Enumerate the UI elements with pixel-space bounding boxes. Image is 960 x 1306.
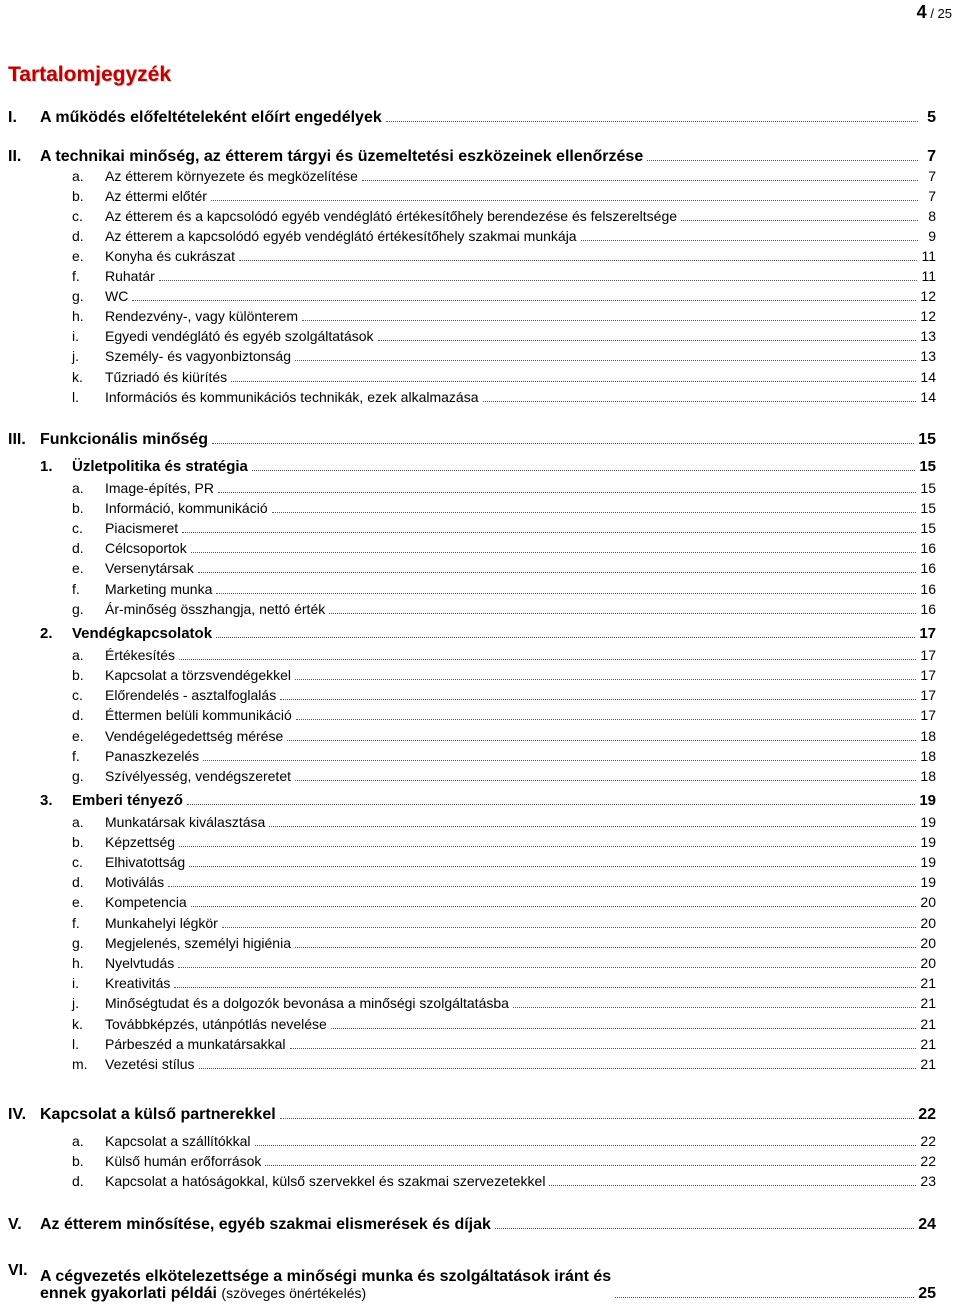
toc-entry[interactable] xyxy=(0,811,936,831)
toc-entry[interactable] xyxy=(0,205,936,225)
toc-entry-page: 20 xyxy=(920,955,936,971)
dot-leader xyxy=(168,886,916,887)
toc-entry-number: b. xyxy=(72,500,84,516)
toc-entry-number: e. xyxy=(72,894,84,910)
toc-entry-page: 17 xyxy=(920,667,936,683)
toc-entry-title: Kapcsolat a hatóságokkal, külső szervekkel és szakmai szervezetekkel xyxy=(105,1173,546,1189)
toc-entry-page: 22 xyxy=(920,1133,936,1149)
toc-entry-number: d. xyxy=(72,1173,84,1189)
dot-leader xyxy=(231,381,916,382)
toc-entry-number: i. xyxy=(72,328,79,344)
toc-title: Tartalomjegyzék xyxy=(8,63,172,86)
toc-entry-page: 16 xyxy=(920,601,936,617)
toc-entry-number: f. xyxy=(72,748,80,764)
dot-leader xyxy=(216,637,915,638)
toc-entry-title: Előrendelés - asztalfoglalás xyxy=(105,687,277,703)
toc-entry[interactable] xyxy=(0,912,936,932)
dot-leader xyxy=(386,121,918,122)
toc-entry[interactable] xyxy=(0,557,936,577)
toc-entry[interactable] xyxy=(0,145,936,165)
toc-entry-page: 15 xyxy=(920,480,936,496)
toc-entry[interactable] xyxy=(0,684,936,704)
current-page: 4 xyxy=(916,2,927,22)
toc-entry[interactable] xyxy=(0,1130,936,1150)
toc-entry-number: h. xyxy=(72,308,84,324)
toc-entry-page: 11 xyxy=(921,248,936,264)
dot-leader xyxy=(681,220,918,221)
toc-entry-title: Párbeszéd a munkatársakkal xyxy=(105,1036,286,1052)
toc-entry-title: Képzettség xyxy=(105,834,176,850)
toc-entry[interactable] xyxy=(0,106,936,126)
toc-entry-number: k. xyxy=(72,369,83,385)
toc-entry-number: c. xyxy=(72,208,83,224)
toc-entry-title: Ruhatár xyxy=(105,268,155,284)
dot-leader xyxy=(615,1297,914,1298)
dot-leader xyxy=(179,659,916,660)
toc-entry-title: Az éttermi előtér xyxy=(105,188,207,204)
toc-entry-page: 9 xyxy=(928,228,936,244)
toc-entry-page: 7 xyxy=(928,168,936,184)
toc-entry-title: Vezetési stílus xyxy=(105,1056,195,1072)
toc-entry-number: a. xyxy=(72,1133,84,1149)
toc-entry[interactable] xyxy=(0,1013,936,1033)
toc-entry-number: h. xyxy=(72,955,84,971)
dot-leader xyxy=(216,593,916,594)
dot-leader xyxy=(191,906,917,907)
toc-entry[interactable] xyxy=(0,345,936,365)
toc-entry-page: 23 xyxy=(920,1173,936,1189)
toc-entry-page: 13 xyxy=(920,328,936,344)
dot-leader xyxy=(581,240,918,241)
toc-entry-page: 19 xyxy=(920,854,936,870)
toc-entry-page: 16 xyxy=(920,560,936,576)
toc-entry[interactable] xyxy=(0,598,936,618)
dot-leader xyxy=(513,1007,916,1008)
dot-leader xyxy=(290,1048,917,1049)
dot-leader xyxy=(265,1165,916,1166)
toc-entry-number: 1. xyxy=(40,458,53,475)
dot-leader xyxy=(198,572,917,573)
dot-leader xyxy=(495,1228,914,1229)
toc-entry-number: b. xyxy=(72,1153,84,1169)
dot-leader xyxy=(295,679,916,680)
toc-entry-title: Nyelvtudás xyxy=(105,955,175,971)
dot-leader xyxy=(272,512,917,513)
toc-entry[interactable] xyxy=(0,1033,936,1053)
toc-entry-number: 3. xyxy=(40,792,53,809)
toc-entry-title: Célcsoportok xyxy=(105,540,187,556)
toc-entry[interactable] xyxy=(0,871,936,891)
toc-entry[interactable] xyxy=(0,517,936,537)
dot-leader xyxy=(191,552,917,553)
dot-leader xyxy=(287,740,916,741)
toc-entry[interactable] xyxy=(0,428,936,448)
toc-entry[interactable] xyxy=(0,1053,936,1073)
toc-entry-page: 16 xyxy=(920,581,936,597)
toc-entry-title: Üzletpolitika és stratégia xyxy=(72,458,248,475)
toc-entry-number: l. xyxy=(72,1036,79,1052)
dot-leader xyxy=(483,401,917,402)
dot-leader xyxy=(203,760,916,761)
dot-leader xyxy=(211,200,918,201)
toc-entry-number: II. xyxy=(8,148,22,165)
toc-entry-number: e. xyxy=(72,248,84,264)
toc-entry-page: 7 xyxy=(927,148,936,165)
toc-entry-title xyxy=(40,1268,611,1302)
toc-entry-page: 5 xyxy=(927,109,936,126)
dot-leader xyxy=(296,719,917,720)
toc-entry-title: Továbbképzés, utánpótlás nevelése xyxy=(105,1016,327,1032)
toc-entry[interactable] xyxy=(0,644,936,664)
toc-entry[interactable] xyxy=(0,992,936,1012)
toc-entry-page: 14 xyxy=(920,389,936,405)
toc-entry-page: 20 xyxy=(920,935,936,951)
toc-entry-number: f. xyxy=(72,581,80,597)
toc-entry-number: 2. xyxy=(40,625,53,642)
toc-entry[interactable] xyxy=(0,704,936,724)
dot-leader xyxy=(302,320,916,321)
toc-entry-page: 18 xyxy=(920,768,936,784)
dot-leader xyxy=(269,826,916,827)
dot-leader xyxy=(255,1145,917,1146)
toc-entry-title: WC xyxy=(105,288,129,304)
toc-entry[interactable] xyxy=(0,622,936,642)
toc-entry-page: 22 xyxy=(918,1106,936,1123)
toc-entry-page: 15 xyxy=(919,458,936,475)
toc-entry-title: Az étterem környezete és megközelítése xyxy=(105,168,358,184)
toc-entry-page: 7 xyxy=(928,188,936,204)
toc-entry-page: 17 xyxy=(919,625,936,642)
toc-entry[interactable] xyxy=(0,455,936,475)
toc-entry-page: 19 xyxy=(919,792,936,809)
toc-entry-number: c. xyxy=(72,854,83,870)
toc-entry[interactable] xyxy=(0,185,936,205)
toc-entry[interactable] xyxy=(0,932,936,952)
toc-entry-number: b. xyxy=(72,834,84,850)
page-number xyxy=(917,2,952,23)
toc-entry-number: a. xyxy=(72,647,84,663)
dot-leader xyxy=(280,699,916,700)
toc-entry-number: d. xyxy=(72,228,84,244)
toc-entry-page: 11 xyxy=(921,268,936,284)
dot-leader xyxy=(174,987,916,988)
toc-entry-page: 21 xyxy=(920,1036,936,1052)
toc-entry-page: 14 xyxy=(920,369,936,385)
toc-entry[interactable] xyxy=(0,497,936,517)
toc-entry-page: 25 xyxy=(918,1285,936,1302)
toc-entry-page: 21 xyxy=(920,1056,936,1072)
dot-leader xyxy=(647,160,918,161)
toc-entry[interactable] xyxy=(0,366,936,386)
toc-entry-page: 22 xyxy=(920,1153,936,1169)
toc-entry[interactable] xyxy=(0,305,936,325)
toc-entry-number: IV. xyxy=(8,1106,27,1123)
toc-entry-page: 20 xyxy=(920,915,936,931)
toc-entry-title: Szívélyesség, vendégszeretet xyxy=(105,768,291,784)
toc-entry-title: Motiválás xyxy=(105,874,165,890)
toc-entry-number: g. xyxy=(72,935,84,951)
dot-leader xyxy=(362,180,918,181)
toc-entry-title: Marketing munka xyxy=(105,581,213,597)
toc-entry-page: 19 xyxy=(920,834,936,850)
dot-leader xyxy=(178,967,916,968)
toc-entry-page: 19 xyxy=(920,874,936,890)
toc-entry-title: Munkatársak kiválasztása xyxy=(105,814,266,830)
toc-entry-page: 17 xyxy=(920,687,936,703)
toc-entry-number: a. xyxy=(72,168,84,184)
toc-entry-title: Információ, kommunikáció xyxy=(105,500,268,516)
toc-entry-title: Kreativitás xyxy=(105,975,171,991)
toc-entry-number: a. xyxy=(72,480,84,496)
toc-entry-title: Piacismeret xyxy=(105,520,179,536)
toc-entry-page: 15 xyxy=(918,431,936,448)
toc-entry-page: 17 xyxy=(920,647,936,663)
toc-entry-number: e. xyxy=(72,560,84,576)
toc-entry-page: 19 xyxy=(920,814,936,830)
toc-entry-title: Ár-minőség összhangja, nettó érték xyxy=(105,601,326,617)
toc-entry-number: c. xyxy=(72,687,83,703)
toc-entry[interactable] xyxy=(0,972,936,992)
toc-entry-number: b. xyxy=(72,188,84,204)
toc-entry-title: Az étterem a kapcsolódó egyéb vendéglátó értékesítőhely szakmai munkája xyxy=(105,228,577,244)
toc-entry-title: Elhivatottság xyxy=(105,854,186,870)
toc-entry[interactable] xyxy=(0,245,936,265)
toc-entry[interactable] xyxy=(0,477,936,497)
toc-entry-page: 20 xyxy=(920,894,936,910)
dot-leader xyxy=(252,470,915,471)
toc-entry-title: Emberi tényező xyxy=(72,792,183,809)
toc-entry-number: g. xyxy=(72,601,84,617)
toc-entry-number: VI. xyxy=(8,1262,28,1279)
toc-entry-title: Az étterem és a kapcsolódó egyéb vendéglátó értékesítőhely berendezése és felszereltsége xyxy=(105,208,678,224)
toc-entry[interactable] xyxy=(0,664,936,684)
dot-leader xyxy=(280,1118,915,1119)
toc-entry[interactable] xyxy=(0,265,936,285)
toc-entry-number: a. xyxy=(72,814,84,830)
dot-leader xyxy=(295,360,916,361)
toc-entry-title: Éttermen belüli kommunikáció xyxy=(105,707,292,723)
toc-entry-title: Vendégkapcsolatok xyxy=(72,625,213,642)
toc-entry[interactable] xyxy=(0,952,936,972)
toc-entry[interactable] xyxy=(0,537,936,557)
toc-entry-number: b. xyxy=(72,667,84,683)
dot-leader xyxy=(329,613,916,614)
dot-leader xyxy=(212,443,914,444)
toc-entry-page: 18 xyxy=(920,748,936,764)
toc-entry-title: Kompetencia xyxy=(105,894,187,910)
toc-entry-number: f. xyxy=(72,915,80,931)
toc-entry-title: Személy- és vagyonbiztonság xyxy=(105,348,291,364)
dot-leader xyxy=(218,492,916,493)
toc-entry-number: l. xyxy=(72,389,79,405)
dot-leader xyxy=(331,1028,917,1029)
toc-entry-number: i. xyxy=(72,975,79,991)
toc-entry-page: 15 xyxy=(920,520,936,536)
toc-entry-title: Image-építés, PR xyxy=(105,480,214,496)
dot-leader xyxy=(132,300,916,301)
toc-entry[interactable] xyxy=(0,1213,936,1233)
total-pages: / 25 xyxy=(930,6,952,21)
toc-entry-number: g. xyxy=(72,768,84,784)
toc-entry-page: 24 xyxy=(918,1216,936,1233)
toc-entry-title: Kapcsolat a törzsvendégekkel xyxy=(105,667,291,683)
toc-entry-number: f. xyxy=(72,268,80,284)
toc-entry-number: j. xyxy=(72,348,79,364)
toc-entry-title: Konyha és cukrászat xyxy=(105,248,235,264)
toc-entry[interactable] xyxy=(0,725,936,745)
toc-entry[interactable] xyxy=(0,891,936,911)
toc-entry-title: Egyedi vendéglátó és egyéb szolgáltatások xyxy=(105,328,374,344)
toc-entry[interactable] xyxy=(0,325,936,345)
dot-leader xyxy=(549,1185,916,1186)
toc-entry-number: d. xyxy=(72,707,84,723)
dot-leader xyxy=(199,1068,917,1069)
toc-entry-title: Munkahelyi légkör xyxy=(105,915,218,931)
toc-entry-page: 8 xyxy=(928,208,936,224)
toc-entry-page: 17 xyxy=(920,707,936,723)
toc-entry-page: 21 xyxy=(920,975,936,991)
toc-entry[interactable] xyxy=(0,1262,936,1302)
dot-leader xyxy=(239,260,917,261)
toc-entry-number: g. xyxy=(72,288,84,304)
toc-entry-title: Tűzriadó és kiürítés xyxy=(105,369,228,385)
toc-entry[interactable] xyxy=(0,165,936,185)
toc-entry[interactable] xyxy=(0,1103,936,1123)
toc-entry-title: A működés előfeltételeként előírt engedélyek xyxy=(40,109,382,126)
toc-entry-number: k. xyxy=(72,1016,83,1032)
toc-entry[interactable] xyxy=(0,831,936,851)
dot-leader xyxy=(295,947,916,948)
toc-entry[interactable] xyxy=(0,386,936,406)
dot-leader xyxy=(187,804,915,805)
toc-entry[interactable] xyxy=(0,285,936,305)
toc-entry[interactable] xyxy=(0,1150,936,1170)
toc-entry-title: Megjelenés, személyi higiénia xyxy=(105,935,291,951)
dot-leader xyxy=(189,866,916,867)
toc-entry[interactable] xyxy=(0,225,936,245)
toc-entry-title: Rendezvény-, vagy különterem xyxy=(105,308,298,324)
toc-entry[interactable] xyxy=(0,851,936,871)
dot-leader xyxy=(182,532,916,533)
toc-entry-number: e. xyxy=(72,728,84,744)
dot-leader xyxy=(179,846,916,847)
toc-entry-page: 12 xyxy=(920,308,936,324)
toc-entry[interactable] xyxy=(0,789,936,809)
toc-entry-title: Értékesítés xyxy=(105,647,176,663)
toc-entry[interactable] xyxy=(0,1170,936,1190)
toc-entry-page: 13 xyxy=(920,348,936,364)
toc-entry-title: A technikai minőség, az étterem tárgyi és üzemeltetési eszközeinek ellenőrzése xyxy=(40,148,644,165)
dot-leader xyxy=(159,280,918,281)
toc-entry-number: m. xyxy=(72,1056,88,1072)
toc-entry-title: Az étterem minősítése, egyéb szakmai elismerések és díjak xyxy=(40,1216,491,1233)
toc-entry-number: I. xyxy=(8,109,17,126)
toc-entry-title: Kapcsolat a külső partnerekkel xyxy=(40,1106,276,1123)
toc-entry-page: 21 xyxy=(920,995,936,1011)
toc-entry-number: d. xyxy=(72,540,84,556)
toc-entry-number: III. xyxy=(8,431,26,448)
toc-entry-title: Információs és kommunikációs technikák, ezek alkalmazása xyxy=(105,389,479,405)
toc-entry-number: c. xyxy=(72,520,83,536)
toc-entry-number: j. xyxy=(72,995,79,1011)
toc-entry-title: Versenytársak xyxy=(105,560,194,576)
toc-entry-page: 18 xyxy=(920,728,936,744)
toc-entry-number: d. xyxy=(72,874,84,890)
toc-entry-page: 15 xyxy=(920,500,936,516)
toc-entry[interactable] xyxy=(0,578,936,598)
toc-entry-title: Funkcionális minőség xyxy=(40,431,209,448)
toc-entry-note: (szöveges önértékelés) xyxy=(221,1285,367,1301)
toc-entry[interactable] xyxy=(0,745,936,765)
toc-entry-page: 16 xyxy=(920,540,936,556)
toc-entry-title: Minőségtudat és a dolgozók bevonása a minőségi szolgáltatásba xyxy=(105,995,509,1011)
toc-entry[interactable] xyxy=(0,765,936,785)
dot-leader xyxy=(295,780,916,781)
dot-leader xyxy=(378,340,917,341)
toc-entry-title: Külső humán erőforrások xyxy=(105,1153,262,1169)
toc-entry-title: Vendégelégedettség mérése xyxy=(105,728,284,744)
toc-entry-title: Kapcsolat a szállítókkal xyxy=(105,1133,251,1149)
dot-leader xyxy=(222,927,917,928)
toc-entry-title-line2: ennek gyakorlati példái xyxy=(40,1285,217,1302)
toc-entry-page: 12 xyxy=(920,288,936,304)
toc-entry-title-line1: A cégvezetés elkötelezettsége a minőségi munka és szolgáltatások iránt és xyxy=(40,1268,612,1285)
toc-entry-title: Panaszkezelés xyxy=(105,748,200,764)
toc-entry-page: 21 xyxy=(920,1016,936,1032)
toc-entry-number: V. xyxy=(8,1216,22,1233)
